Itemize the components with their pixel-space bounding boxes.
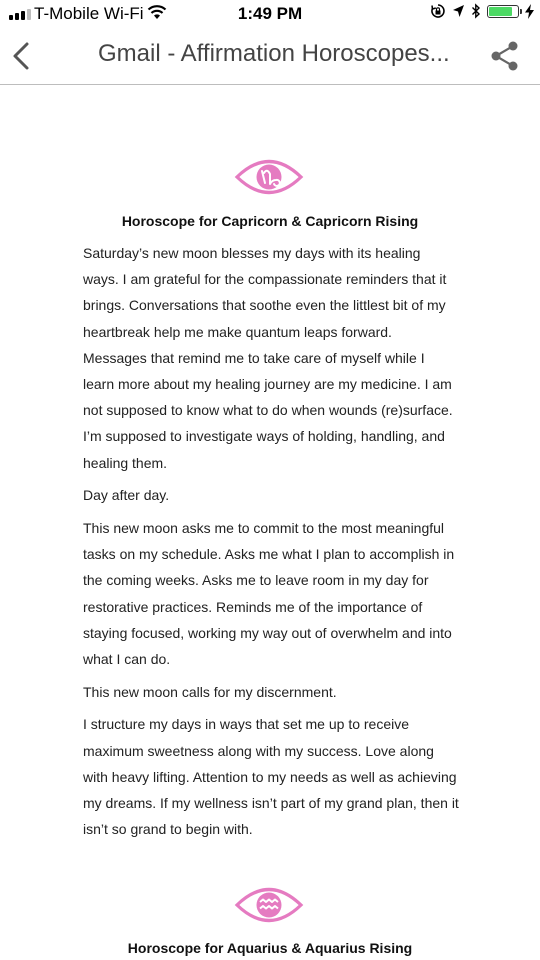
paragraph: This new moon calls for my discernment. (83, 683, 337, 700)
location-arrow-icon (452, 4, 465, 18)
paragraph: Day after day. (83, 487, 170, 504)
page-title: Gmail - Affirmation Horoscopes... (98, 40, 450, 67)
paragraph: I structure my days in ways that set me up to receive maximum sweetness along with my success. Love along with heavy lifting. Attention to my needs as well as achieving my dreams. If my wellness isn’t part of my grand plan, then it isn’t so grand to begin with. (83, 716, 459, 838)
share-icon (492, 42, 518, 71)
charging-bolt-icon (525, 4, 534, 19)
capricorn-icon (234, 154, 304, 200)
status-icons (430, 3, 534, 19)
paragraph: This new moon asks me to commit to the most meaningful tasks on my schedule. Asks me what I plan to accomplish in the coming weeks. Asks me to leave room in my day for restorative practices. Reminds me of the importance of staying focused, working my way out of overwhelm and into what I can do. (83, 520, 455, 668)
status-bar (0, 0, 540, 28)
share-button[interactable] (490, 40, 520, 72)
app-bar (0, 28, 540, 85)
bluetooth-icon (471, 3, 481, 19)
back-button[interactable] (6, 38, 38, 74)
section-title: Horoscope for Capricorn & Capricorn Rising (121, 213, 419, 229)
battery-icon (487, 5, 519, 18)
orientation-lock-icon (430, 3, 446, 19)
chevron-left-icon (15, 44, 27, 68)
carrier-label: T-Mobile Wi-Fi (34, 4, 144, 23)
section-title: Horoscope for Aquarius & Aquarius Rising (127, 940, 413, 956)
aquarius-icon (234, 882, 304, 928)
clock: 1:49 PM (237, 4, 303, 23)
paragraph: Saturday’s new moon blesses my days with its healing ways. I am grateful for the compassionate reminders that it brings. Conversations that soothe even the littlest bit of my heartbreak help me make quantum leaps forward. Messages that remind me to take care of myself while I learn more about my healing journey are my medicine. I am not supposed to know what to do when wounds (re)surface. I’m supposed to investigate ways of holding, handling, and healing them. (83, 245, 453, 471)
section-body (83, 240, 459, 849)
